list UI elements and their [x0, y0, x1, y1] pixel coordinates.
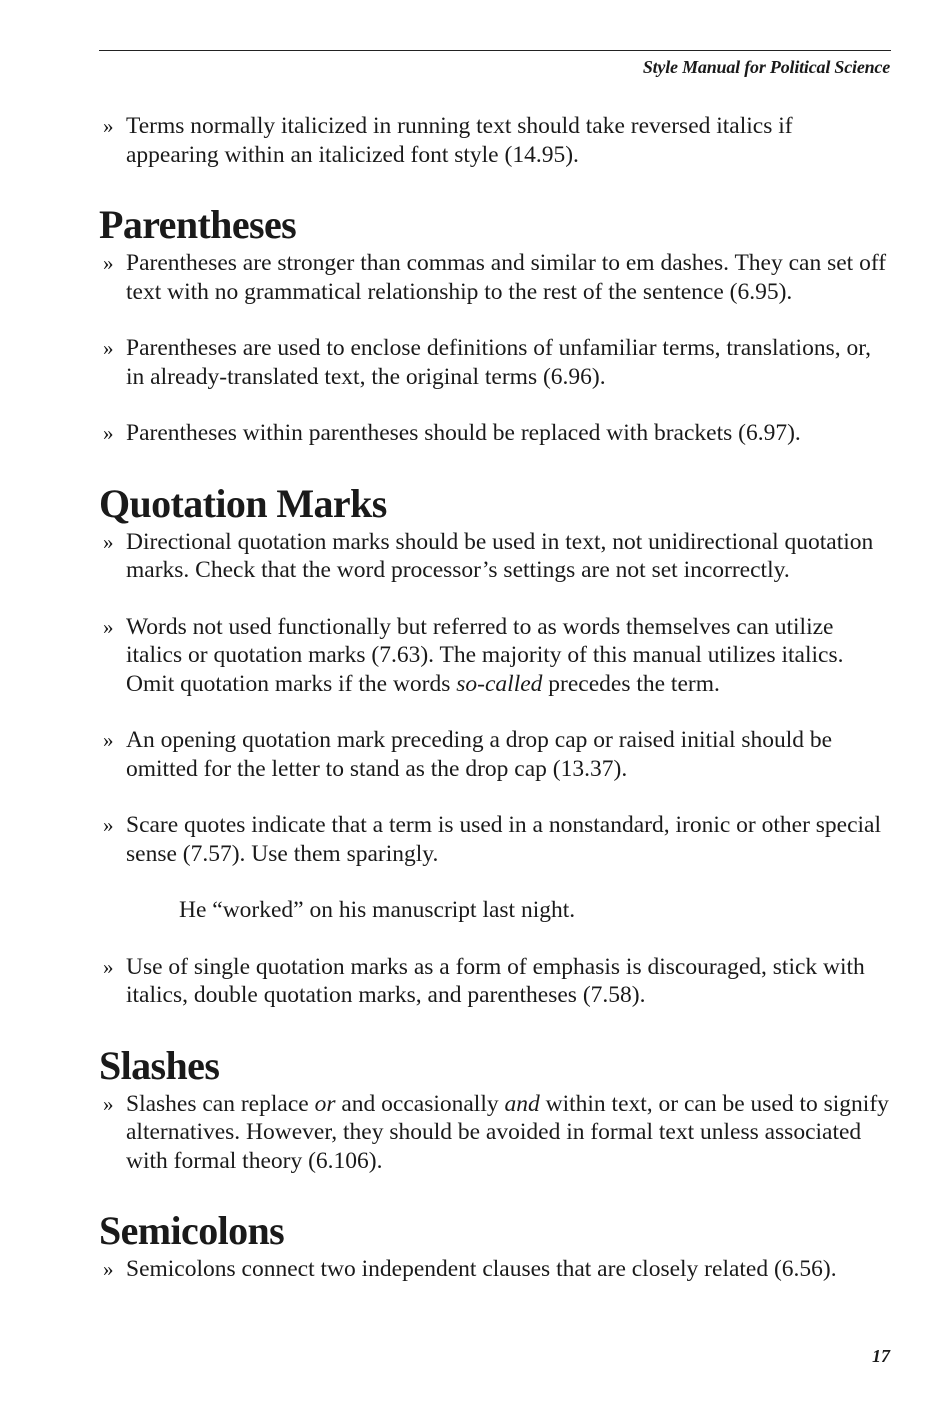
list-item	[99, 953, 889, 1010]
item-text: Parentheses within parentheses should be replaced with brackets (6.97).	[126, 420, 801, 446]
item-text-c: within text, or can be used to signify alternatives. However, they should be avoided in formal text unless associated with formal theory (6.106).	[126, 1090, 889, 1174]
item-text: Parentheses are stronger than commas and similar to em dashes. They can set off text with no grammatical relationship to the rest of the sentence (6.95).	[126, 250, 887, 305]
item-text-italic: so-called	[456, 670, 543, 697]
page-number: 17	[872, 1346, 890, 1366]
item-text: Scare quotes indicate that a term is used in a nonstandard, ironic or other special sense (7.57). Use them sparingly.	[126, 812, 882, 867]
section-quotation-marks	[99, 482, 889, 1010]
list-item	[99, 528, 889, 585]
item-text: Use of single quotation marks as a form of emphasis is discouraged, stick with italics, double quotation marks, and parentheses (7.58).	[126, 953, 865, 1008]
item-text-italic: or	[314, 1090, 336, 1117]
bullet-marker: »	[103, 114, 114, 138]
section-heading: Quotation Marks	[99, 480, 387, 526]
section-semicolons	[99, 1209, 889, 1284]
item-text-a: Slashes can replace	[126, 1090, 315, 1117]
section-slashes	[99, 1044, 889, 1176]
item-text-pre: Words not used functionally but referred to as words themselves can utilize italics or quotation marks (7.63). The majority of this manual utilizes italics. Omit quotation marks if the words	[126, 613, 844, 697]
list-item	[99, 112, 889, 169]
item-text: Semicolons connect two independent clauses that are closely related (6.56).	[126, 1256, 837, 1282]
bullet-marker: »	[103, 251, 114, 275]
bullet-marker: »	[103, 529, 114, 554]
bullet-marker: »	[103, 1257, 114, 1281]
item-text: Directional quotation marks should be used in text, not unidirectional quotation marks. Check that the word processor’s settings are not set incorrectly.	[126, 528, 874, 583]
item-text-post: precedes the term.	[542, 670, 720, 697]
list-item	[99, 1090, 889, 1176]
list-item	[99, 249, 889, 306]
bullet-marker: »	[103, 813, 114, 837]
list-item	[99, 334, 889, 391]
bullet-marker: »	[103, 421, 114, 445]
running-head: Style Manual for Political Science	[642, 57, 890, 77]
section-heading: Semicolons	[99, 1208, 285, 1253]
section-parentheses	[99, 203, 889, 448]
intro-text: Terms normally italicized in running text should take reversed italics if appearing within an italicized font style (14.95).	[126, 113, 793, 168]
item-text-italic: and	[504, 1090, 540, 1117]
item-text: An opening quotation mark preceding a drop cap or raised initial should be omitted for the letter to stand as the drop cap (13.37).	[126, 727, 833, 782]
section-heading: Parentheses	[99, 202, 297, 247]
item-text: Parentheses are used to enclose definitions of unfamiliar terms, translations, or, in already-translated text, the original terms (6.96).	[126, 335, 871, 390]
list-item	[99, 811, 889, 868]
header-rule	[99, 50, 891, 51]
item-text-b: and occasionally	[335, 1090, 505, 1117]
section-heading: Slashes	[99, 1042, 220, 1088]
page-content	[99, 112, 889, 1284]
example-sentence: He “worked” on his manuscript last night.	[179, 897, 576, 923]
bullet-marker: »	[103, 1091, 114, 1116]
bullet-marker: »	[103, 954, 114, 979]
list-item	[99, 1255, 889, 1284]
list-item	[99, 726, 889, 783]
bullet-marker: »	[103, 728, 114, 752]
bullet-marker: »	[103, 614, 114, 639]
list-item	[99, 419, 889, 448]
bullet-marker: »	[103, 336, 114, 360]
list-item	[99, 613, 889, 699]
